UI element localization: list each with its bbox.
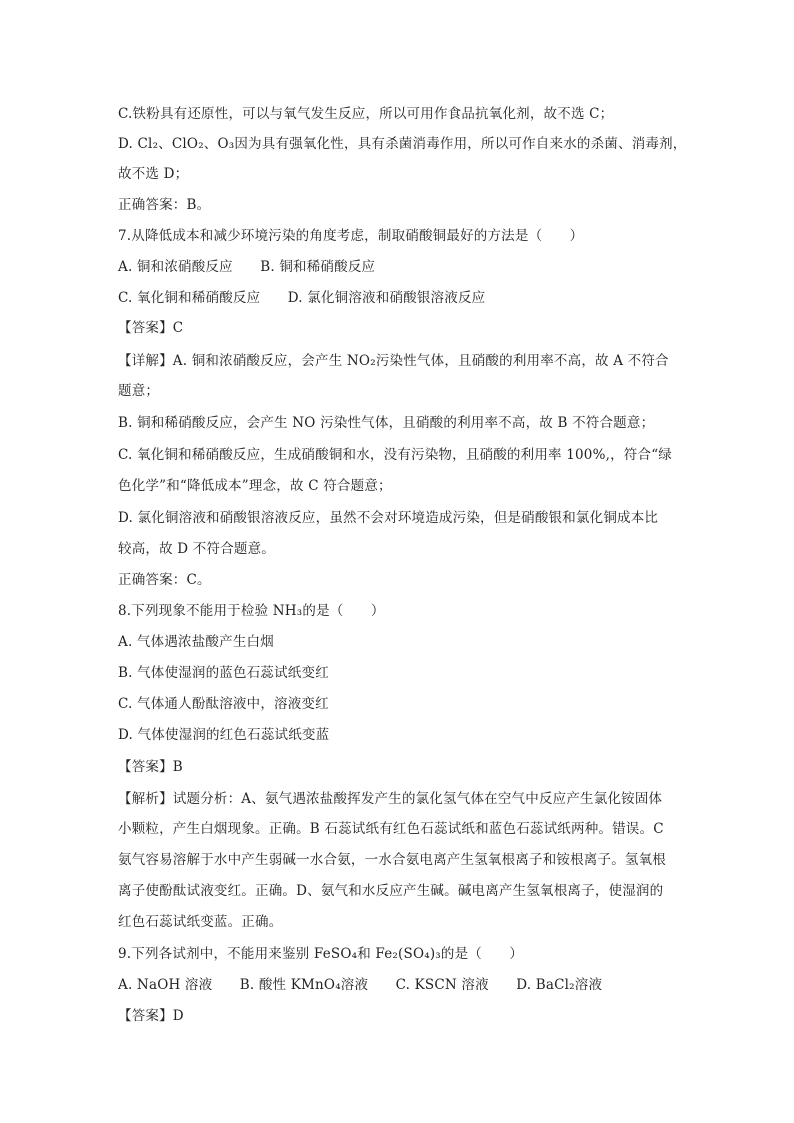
- question-8-option: A. 气体遇浓盐酸产生白烟: [118, 634, 274, 650]
- question-8-option: D. 气体使湿润的红色石蕊试纸变蓝: [118, 727, 330, 743]
- explanation-line: B. 铜和稀硝酸反应，会产生 NO 污染性气体，且硝酸的利用率不高，故 B 不符合题意；: [118, 415, 655, 431]
- answer-label: 【答案】D: [118, 1008, 184, 1024]
- question-8-option: C. 气体通人酚酞溶液中，溶液变红: [118, 696, 329, 712]
- analysis-line: 小颗粒，产生白烟现象。正确。B 石蕊试纸有红色石蕊试纸和蓝色石蕊试纸两种。错误。C: [118, 821, 664, 837]
- question-9-stem: 9.下列各试剂中，不能用来鉴别 FeSO₄和 Fe₂(SO₄)₃的是（ ）: [118, 946, 524, 962]
- text-line: 正确答案：B。: [118, 197, 211, 213]
- analysis-line: 氨气容易溶解于水中产生弱碱一水合氨，一水合氨电离产生氢氧根离子和铵根离子。氢氧根: [118, 852, 666, 868]
- explanation-line: D. 氯化铜溶液和硝酸银溶液反应，虽然不会对环境造成污染，但是硝酸银和氯化铜成本比: [118, 510, 659, 526]
- explanation-line: 色化学”和“降低成本”理念，故 C 符合题意；: [118, 478, 392, 494]
- text-line: C.铁粉具有还原性，可以与氧气发生反应，所以可用作食品抗氧化剂，故不选 C；: [118, 106, 614, 122]
- answer-label: 【答案】B: [118, 759, 183, 775]
- text-line: 故不选 D；: [118, 166, 189, 182]
- question-7-stem: 7.从降低成本和减少环境污染的角度考虑，制取硝酸铜最好的方法是（ ）: [118, 228, 584, 244]
- analysis-line: 红色石蕊试纸变蓝。正确。: [118, 914, 283, 930]
- explanation-line: C. 氧化铜和稀硝酸反应，生成硝酸铜和水，没有污染物，且硝酸的利用率 100%,，符合“绿: [118, 447, 673, 463]
- explanation-line: 较高，故 D 不符合题意。: [118, 541, 276, 557]
- question-9-options: A. NaOH 溶液 B. 酸性 KMnO₄溶液 C. KSCN 溶液 D. BaCl₂溶液: [118, 977, 603, 993]
- question-7-options: A. 铜和浓硝酸反应 B. 铜和稀硝酸反应: [118, 259, 376, 275]
- analysis-line: 【解析】试题分析：A、氨气遇浓盐酸挥发产生的氯化氢气体在空气中反应产生氯化铵固体: [118, 791, 663, 807]
- explanation-line: 【详解】A. 铜和浓硝酸反应，会产生 NO₂污染性气体，且硝酸的利用率不高，故 A 不符合: [118, 353, 669, 369]
- text-line: D. Cl₂、ClO₂、O₃因为具有强氧化性，具有杀菌消毒作用，所以可作自来水的杀菌、消毒剂，: [118, 136, 687, 152]
- question-8-option: B. 气体使湿润的蓝色石蕊试纸变红: [118, 665, 329, 681]
- answer-label: 【答案】C: [118, 320, 184, 336]
- question-7-options: C. 氧化铜和稀硝酸反应 D. 氯化铜溶液和硝酸银溶液反应: [118, 290, 486, 306]
- explanation-line: 题意；: [118, 383, 160, 399]
- analysis-line: 离子使酚酞试液变红。正确。D、氨气和水反应产生碱。碱电离产生氢氧根离子，使湿润的: [118, 883, 664, 899]
- text-line: 正确答案：C。: [118, 572, 211, 588]
- question-8-stem: 8.下列现象不能用于检验 NH₃的是（ ）: [118, 603, 385, 619]
